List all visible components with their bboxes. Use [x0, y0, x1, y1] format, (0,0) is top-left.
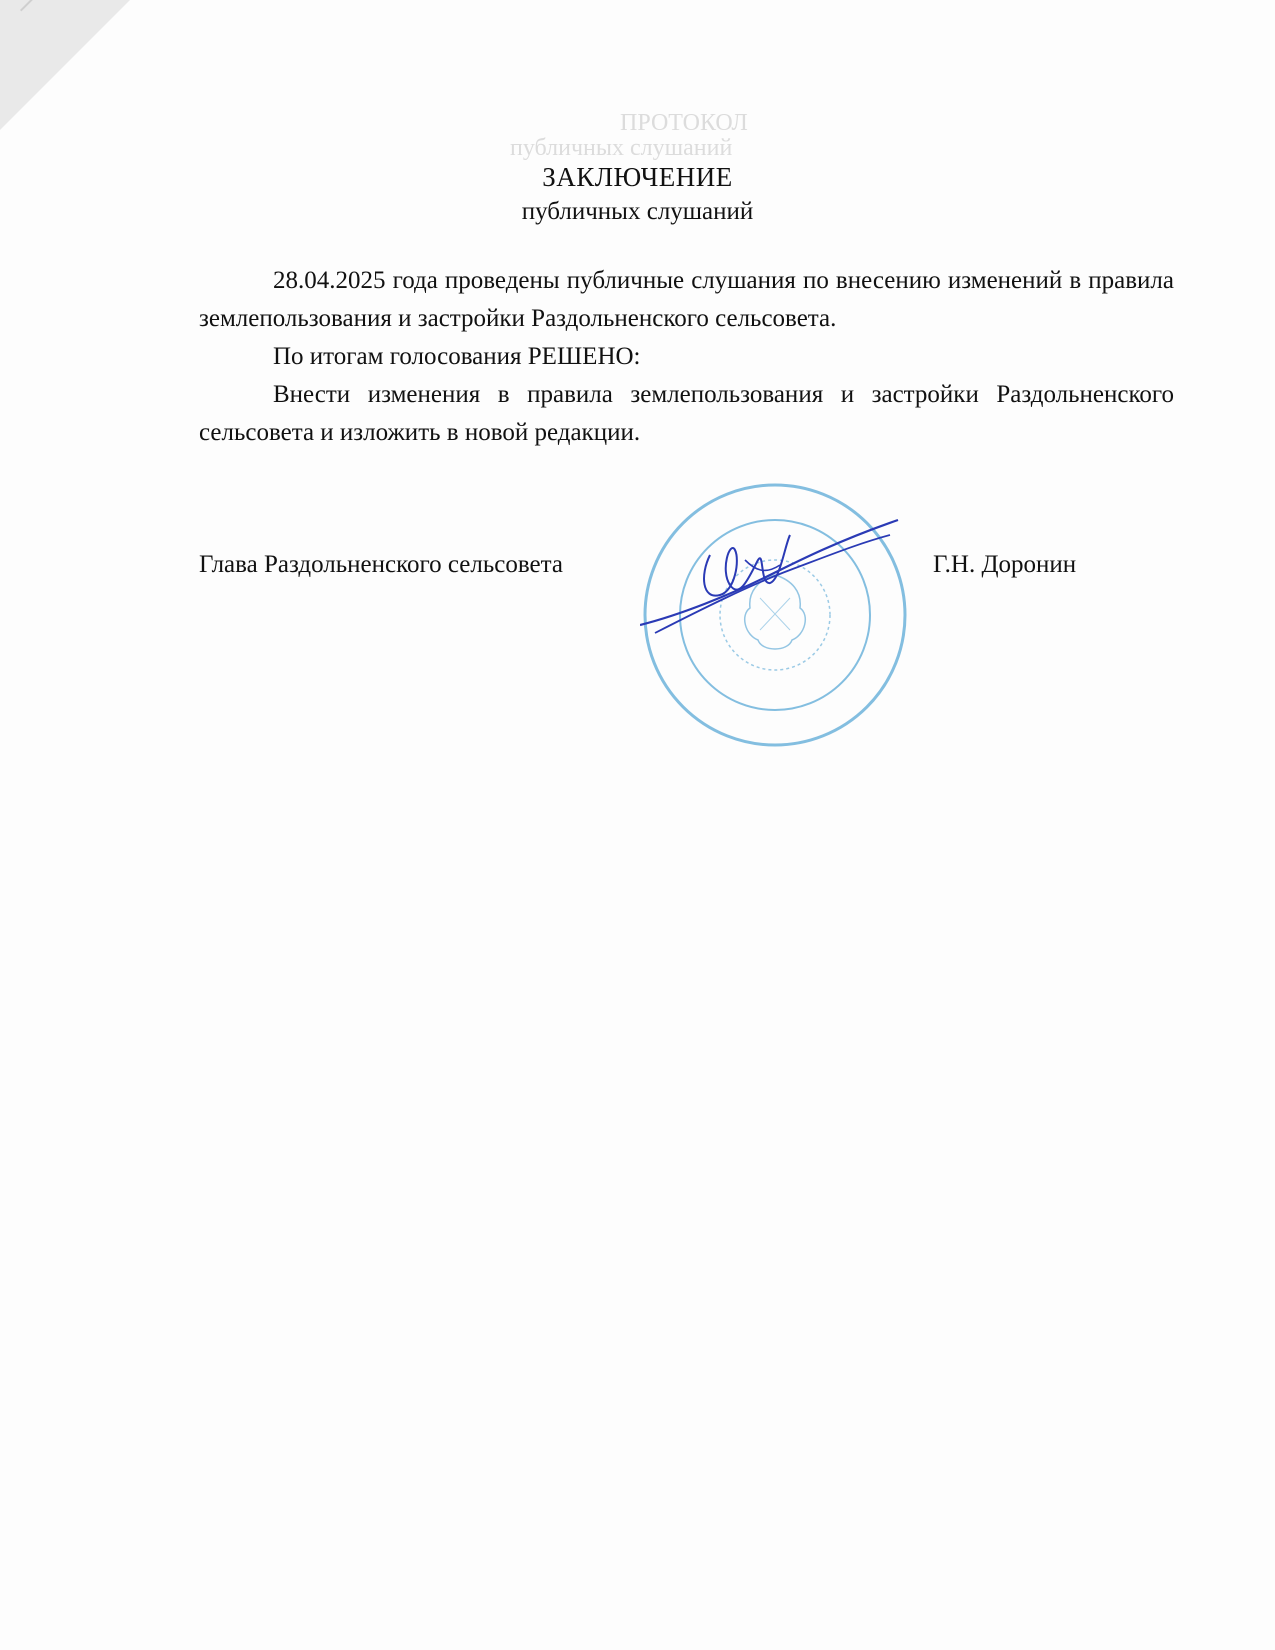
signer-position: Глава Раздольненского сельсовета	[199, 551, 563, 578]
document-body	[199, 262, 1174, 452]
paragraph-decision: Внести изменения в правила землепользования и застройки Раздольненского сельсовета и изложить в новой редакции.	[199, 381, 1174, 446]
folded-corner	[0, 0, 130, 130]
show-through-text-2: публичных слушаний	[510, 135, 733, 161]
show-through-text-1: ПРОТОКОЛ	[620, 110, 748, 136]
document-subtitle: публичных слушаний	[521, 198, 754, 225]
handwritten-signature	[640, 515, 900, 645]
paragraph-voting-result: По итогам голосования РЕШЕНО:	[273, 343, 641, 370]
signer-name: Г.Н. Доронин	[933, 551, 1077, 578]
paragraph-hearing-date: 28.04.2025 года проведены публичные слушания по внесению изменений в правила землепользования и застройки Раздольненского сельсовета.	[199, 267, 1174, 332]
document-title: ЗАКЛЮЧЕНИЕ	[542, 162, 733, 192]
